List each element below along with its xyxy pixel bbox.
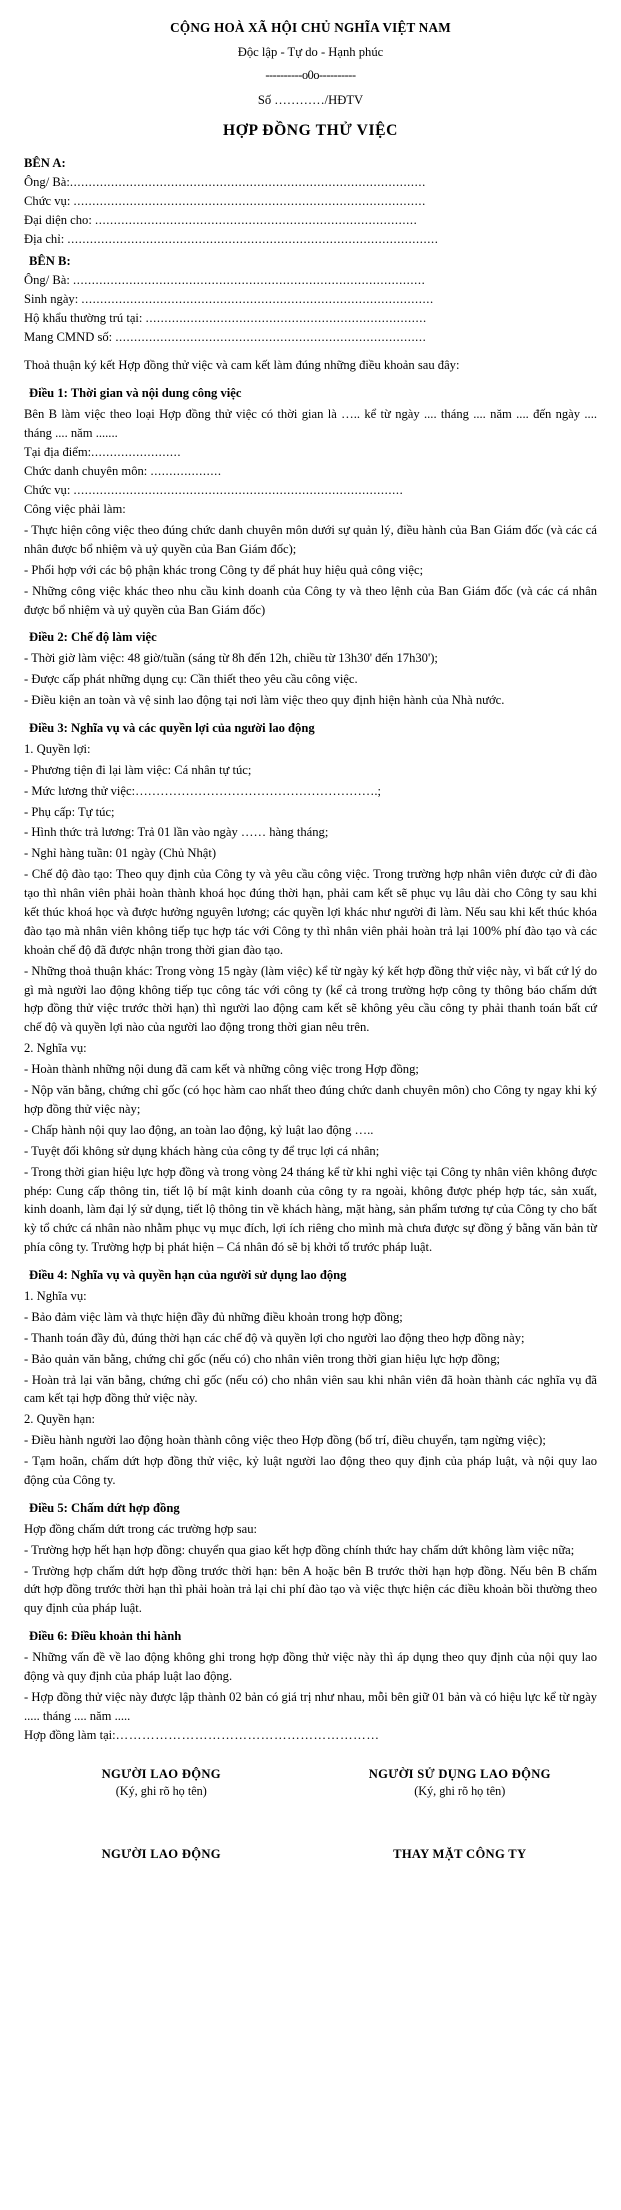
article-1-duty-item: - Thực hiện công việc theo đúng chức danh chuyên môn dưới sự quản lý, điều hành của Ban Giám đốc (và các cá nhân được bổ nhiệm và uỷ quyền của Ban Giám đốc); bbox=[24, 523, 597, 556]
party-a-field-address bbox=[24, 230, 597, 249]
party-b-heading: BÊN B: bbox=[29, 253, 71, 268]
article-3-duties-heading: 2. Nghĩa vụ: bbox=[24, 1041, 87, 1056]
document-header bbox=[24, 20, 597, 108]
field-dots: ........................................................................................ bbox=[73, 482, 404, 497]
signature-role-label: NGƯỜI LAO ĐỘNG bbox=[101, 1766, 221, 1781]
article-2-item: - Thời giờ làm việc: 48 giờ/tuần (sáng từ 8h đến 12h, chiều từ 13h30' đến 17h30'); bbox=[24, 651, 438, 666]
page-title: HỢP ĐỒNG THỬ VIỆC bbox=[223, 122, 398, 139]
article-4-title: Điều 4: Nghĩa vụ và quyền hạn của người sử dụng lao động bbox=[29, 1268, 347, 1283]
signature-block-company bbox=[323, 1847, 598, 1862]
signature-role-label: THAY MẶT CÔNG TY bbox=[393, 1846, 527, 1861]
party-a-heading: BÊN A: bbox=[24, 156, 66, 170]
field-dots: .............................................................................................. bbox=[81, 291, 434, 306]
article-2-item: - Được cấp phát những dụng cụ: Cần thiết theo yêu cầu công việc. bbox=[24, 672, 358, 687]
field-label: Hợp đồng làm tại: bbox=[24, 1727, 116, 1742]
field-label: Ông/ Bà: bbox=[24, 272, 73, 287]
national-motto: Độc lập - Tự do - Hạnh phúc bbox=[237, 45, 384, 59]
article-5-title: Điều 5: Chấm dứt hợp đồng bbox=[29, 1500, 180, 1515]
field-label: Ông/ Bà: bbox=[24, 175, 70, 189]
article-5-intro: Hợp đồng chấm dứt trong các trường hợp sau: bbox=[24, 1521, 257, 1536]
party-b-field-residence bbox=[24, 309, 597, 328]
contract-number: Số …………/HĐTV bbox=[257, 93, 364, 107]
article-3-duty-item: - Trong thời gian hiệu lực hợp đồng và trong vòng 24 tháng kể từ khi nghỉ việc tại Công ty nhân viên không được phép: Cung cấp thông tin, tiết lộ bí mật kinh doanh của công ty ra ngoài, không được phép hợp tác, sản xuất, kinh doanh, làm đại lý sử dụng, tiết lộ thông tin về khách hàng, mặt hàng, sản phẩm tương tự của Công ty cho bất kỳ tổ chức cá nhân nào nhằm phục vụ mục đích, lợi ích riêng cho mình mà chưa được sự đồng ý bằng văn bản từ phía công ty. Trường hợp bị phát hiện – Cá nhân đó sẽ bị khởi tố trước pháp luật. bbox=[24, 1164, 597, 1255]
article-1-job-title bbox=[24, 462, 597, 481]
article-2-item: - Điều kiện an toàn và vệ sinh lao động tại nơi làm việc theo quy định hiện hành của Nhà nước. bbox=[24, 693, 505, 708]
signature-row-secondary bbox=[24, 1847, 597, 1862]
field-dots: .............................................................................................. bbox=[72, 272, 426, 287]
party-a-field-name bbox=[24, 173, 597, 192]
article-3-benefit-item: - Chế độ đào tạo: Theo quy định của Công ty và yêu cầu công việc. Trong trường hợp nhân viên được cử đi đào tạo thì nhân viên phải hoàn thành khoá học đúng thời hạn, phải cam kết sẽ phục vụ lâu dài cho Công ty sau khi kết thúc khoá học và được hưởng nguyên lương; các quyền lợi khác như người đi làm. Nếu sau khi kết thúc khóa đào tạo mà nhân viên không tiếp tục hợp tác với Công ty thì nhân viên phải hoàn trả lại 100% phí đào tạo và các khoản chế độ đã được nhận trong thời gian đào tạo. bbox=[24, 867, 597, 957]
field-dots: ................................................................................... bbox=[115, 329, 427, 344]
field-dots: …………………………………………………… bbox=[115, 1727, 380, 1742]
article-4-right-item: - Tạm hoãn, chấm dứt hợp đồng thử việc, kỷ luật người lao động theo quy định của pháp luật, và nội quy lao động của Công ty. bbox=[24, 1454, 597, 1487]
party-b-field-birthdate bbox=[24, 290, 597, 309]
article-1-title: Điều 1: Thời gian và nội dung công việc bbox=[29, 386, 242, 401]
signature-instruction: (Ký, ghi rõ họ tên) bbox=[414, 1783, 506, 1798]
article-4-right-item: - Điều hành người lao động hoàn thành công việc theo Hợp đồng (bố trí, điều chuyển, tạm ngừng việc); bbox=[24, 1433, 546, 1448]
spacer bbox=[24, 347, 597, 354]
article-3-benefit-item: - Phương tiện đi lại làm việc: Cá nhân tự túc; bbox=[24, 762, 252, 777]
field-label: Đại diện cho: bbox=[24, 213, 95, 228]
signature-block-employer bbox=[323, 1767, 598, 1799]
field-label: Địa chỉ: bbox=[24, 232, 68, 247]
signature-block-employee bbox=[24, 1767, 323, 1799]
article-3-benefit-item: - Phụ cấp: Tự túc; bbox=[24, 804, 115, 819]
signature-block-employee-2 bbox=[24, 1847, 323, 1862]
field-dots: ............................................................................................... bbox=[69, 175, 426, 189]
field-label: Sinh ngày: bbox=[24, 291, 82, 306]
party-a-field-representing bbox=[24, 211, 597, 230]
article-3-benefits-heading: 1. Quyền lợi: bbox=[24, 741, 91, 756]
field-label: Chức vụ: bbox=[24, 482, 74, 497]
signature-instruction: (Ký, ghi rõ họ tên) bbox=[115, 1783, 207, 1798]
article-4-duties-heading: 1. Nghĩa vụ: bbox=[24, 1288, 87, 1303]
article-3-duty-item: - Nộp văn bằng, chứng chỉ gốc (có học hàm cao nhất theo đúng chức danh chuyên môn) cho Công ty ngay khi ký hợp đồng thử việc này; bbox=[24, 1083, 597, 1116]
article-1-location bbox=[24, 443, 597, 462]
article-4-duty-item: - Hoàn trả lại văn bằng, chứng chỉ gốc (nếu có) cho nhân viên sau khi nhân viên đã hoàn thành các nghĩa vụ đã cam kết tại hợp đồng thử việc này. bbox=[24, 1372, 597, 1406]
article-4-duty-item: - Bảo đảm việc làm và thực hiện đầy đủ những điều khoản trong hợp đồng; bbox=[24, 1309, 403, 1324]
signature-role-label: NGƯỜI LAO ĐỘNG bbox=[101, 1846, 221, 1861]
article-2-title: Điều 2: Chế độ làm việc bbox=[29, 630, 157, 645]
agreement-statement: Thoả thuận ký kết Hợp đồng thử việc và cam kết làm đúng những điều khoản sau đây: bbox=[24, 358, 460, 373]
article-6-title: Điều 6: Điều khoản thi hành bbox=[29, 1629, 182, 1644]
field-dots: ........................ bbox=[91, 444, 182, 459]
article-1-duty-item: - Những công việc khác theo nhu cầu kinh doanh của Công ty và theo lệnh của Ban Giám đốc (và các cá nhân được bổ nhiệm và uỷ quyền của Ban Giám đốc) bbox=[24, 583, 597, 617]
article-1-intro: Bên B làm việc theo loại Hợp đồng thử việc có thời gian là ….. kể từ ngày .... tháng .... năm .... đến ngày .... tháng .... năm ....... bbox=[24, 406, 597, 440]
article-3-title: Điều 3: Nghĩa vụ và các quyền lợi của người lao động bbox=[29, 721, 315, 736]
article-3-benefit-item: - Nghỉ hàng tuần: 01 ngày (Chủ Nhật) bbox=[24, 846, 217, 861]
article-5-item: - Trường hợp chấm dứt hợp đồng trước thời hạn: bên A hoặc bên B trước thời hạn hợp đồng. Nếu bên B chấm dứt hợp đồng trước thời hạn thì phải hoàn trả lại chi phí đào tạo và việc thực hiện các điều khoản bồi thường theo quy định của pháp luật. bbox=[24, 1563, 597, 1616]
article-3-duty-item: - Hoàn thành những nội dung đã cam kết và những công việc trong Hợp đồng; bbox=[24, 1062, 419, 1077]
article-4-duty-item: - Bảo quản văn bằng, chứng chỉ gốc (nếu có) cho nhân viên trong thời gian hiệu lực hợp đồng; bbox=[24, 1351, 501, 1366]
article-6-made-at bbox=[24, 1726, 597, 1745]
signature-role-label: NGƯỜI SỬ DỤNG LAO ĐỘNG bbox=[368, 1766, 551, 1781]
article-3-duty-item: - Tuyệt đối không sử dụng khách hàng của công ty để trục lợi cá nhân; bbox=[24, 1143, 380, 1158]
field-label: Chức danh chuyên môn: bbox=[24, 463, 151, 478]
divider-ornament: ----------o0o---------- bbox=[265, 68, 356, 82]
field-dots: ........................................................................... bbox=[145, 310, 427, 325]
article-3-benefit-item: - Những thoả thuận khác: Trong vòng 15 ngày (làm việc) kể từ ngày ký kết hợp đồng thử việc này, vì bất cứ lý do gì mà người lao động không tiếp tục công tác với công ty (kể cả trong trường hợp công ty thông báo chấm dứt hợp đồng thử việc trước thời hạn) thì người lao động cam kết sẽ không yêu cầu công ty phải thanh toán bất cứ chế độ và quyền lợi nào của người lao động trong thời gian nêu trên. bbox=[24, 963, 597, 1035]
signature-row-primary bbox=[24, 1767, 597, 1799]
field-label: Mang CMND số: bbox=[24, 329, 116, 344]
field-dots: ................................................................................................... bbox=[67, 232, 439, 247]
article-4-duty-item: - Thanh toán đầy đủ, đúng thời hạn các chế độ và quyền lợi cho người lao động theo hợp đồng này; bbox=[24, 1330, 525, 1345]
article-1-duties-heading: Công việc phải làm: bbox=[24, 502, 126, 517]
field-label: Hộ khẩu thường trú tại: bbox=[24, 310, 146, 325]
article-4-rights-heading: 2. Quyền hạn: bbox=[24, 1412, 95, 1427]
article-3-benefit-item: - Mức lương thử việc:………………………………………………….; bbox=[24, 783, 382, 798]
article-5-item: - Trường hợp hết hạn hợp đồng: chuyển qua giao kết hợp đồng chính thức hay chấm dứt không làm việc nữa; bbox=[24, 1542, 575, 1557]
article-1-position bbox=[24, 481, 597, 500]
article-6-item: - Những vấn đề về lao động không ghi trong hợp đồng thử việc này thì áp dụng theo quy định của nội quy lao động và quy định của pháp luật lao động. bbox=[24, 1650, 597, 1683]
field-label: Chức vụ: bbox=[24, 194, 74, 209]
field-label: Tại địa điểm: bbox=[24, 444, 92, 459]
field-dots: ...................................................................................... bbox=[95, 213, 418, 228]
field-dots: ................... bbox=[150, 463, 222, 478]
article-1-duty-item: - Phối hợp với các bộ phận khác trong Công ty để phát huy hiệu quả công việc; bbox=[24, 562, 424, 577]
party-b-field-name bbox=[24, 271, 597, 290]
party-b-field-id-number bbox=[24, 328, 597, 347]
article-3-benefit-item: - Hình thức trả lương: Trả 01 lần vào ngày …… hàng tháng; bbox=[24, 825, 329, 840]
article-6-item: - Hợp đồng thử việc này được lập thành 02 bản có giá trị như nhau, mỗi bên giữ 01 bản và có hiệu lực kể từ ngày ..... tháng .... năm ..... bbox=[24, 1689, 597, 1723]
party-a-field-position bbox=[24, 192, 597, 211]
national-title: CỘNG HOÀ XÃ HỘI CHỦ NGHĨA VIỆT NAM bbox=[170, 20, 451, 35]
article-3-duty-item: - Chấp hành nội quy lao động, an toàn lao động, kỷ luật lao động ….. bbox=[24, 1122, 374, 1137]
field-dots: .............................................................................................. bbox=[73, 194, 426, 209]
